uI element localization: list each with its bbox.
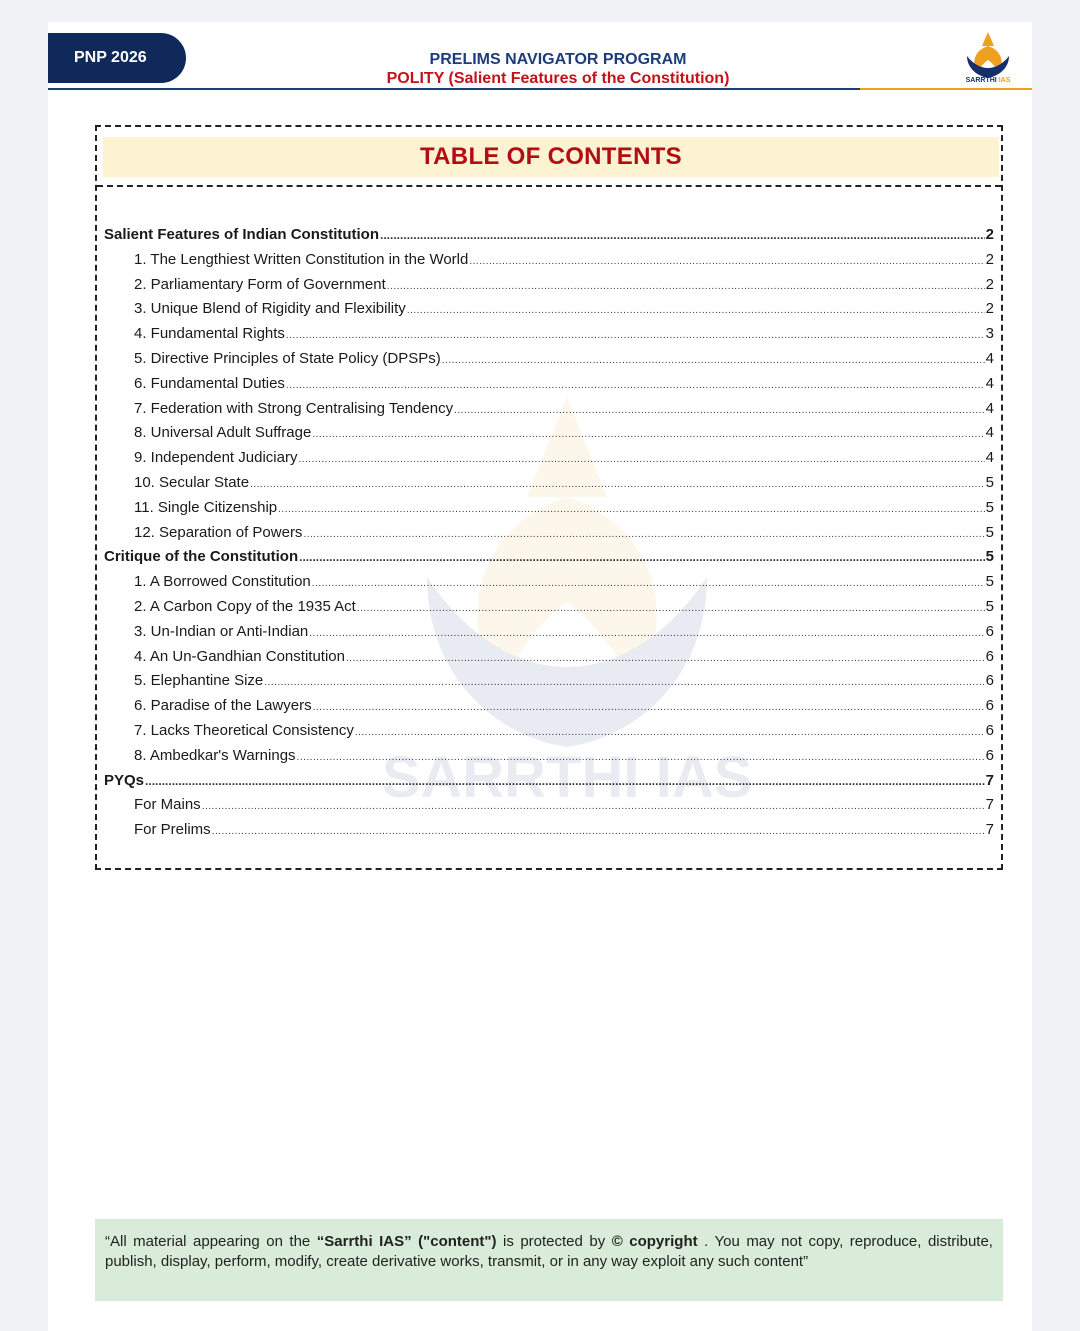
header-title	[308, 50, 808, 88]
toc-page-number: 6	[985, 721, 994, 739]
toc-leader-dots	[309, 622, 984, 647]
toc-leader-dots	[212, 820, 985, 845]
toc-leader-dots	[312, 423, 984, 448]
toc-entry[interactable]	[104, 818, 994, 843]
logo-name: SARRTHI	[965, 77, 997, 84]
page-header	[48, 22, 1032, 102]
toc-page-number: 5	[985, 523, 994, 541]
toc-entry[interactable]	[104, 421, 994, 446]
toc-page-number: 5	[985, 548, 994, 566]
document-page	[48, 22, 1032, 1331]
toc-entry[interactable]	[104, 471, 994, 496]
toc-title-bar	[103, 137, 999, 177]
toc-leader-dots	[380, 223, 985, 248]
toc-leader-dots	[278, 498, 985, 523]
toc-leader-dots	[312, 572, 985, 597]
toc-entry-label: For Prelims	[134, 821, 211, 839]
footer-brand: “Sarrthi IAS” ("content")	[316, 1233, 497, 1250]
toc-entry-label: 11. Single Citizenship	[134, 498, 278, 516]
toc-entry-label: 6. Paradise of the Lawyers	[134, 697, 312, 715]
toc-entry-label: 1. A Borrowed Constitution	[134, 573, 311, 591]
toc-leader-dots	[286, 324, 985, 349]
toc-entry[interactable]	[104, 620, 994, 645]
toc-entry[interactable]	[104, 273, 994, 298]
toc-entry-label: 1. The Lengthiest Written Constitution in the World	[134, 250, 469, 268]
toc-entry-label: 4. An Un-Gandhian Constitution	[134, 647, 345, 665]
toc-entry[interactable]	[104, 322, 994, 347]
toc-page-number: 7	[985, 796, 994, 814]
toc-entry-label: For Mains	[134, 796, 201, 814]
toc-leader-dots	[442, 349, 985, 374]
toc-leader-dots	[469, 250, 984, 275]
toc-section-entry[interactable]	[104, 545, 994, 570]
footer-text-1: “All material appearing on the	[105, 1233, 317, 1250]
toc-page-number: 5	[985, 573, 994, 591]
toc-leader-dots	[407, 299, 985, 324]
toc-leader-dots	[145, 769, 985, 794]
toc-entry[interactable]	[104, 397, 994, 422]
toc-page-number: 7	[985, 821, 994, 839]
toc-entry-label: 8. Universal Adult Suffrage	[134, 424, 312, 442]
toc-entry-label: 7. Federation with Strong Centralising Tendency	[134, 399, 454, 417]
toc-entry-label: 7. Lacks Theoretical Consistency	[134, 721, 354, 739]
toc-list	[104, 223, 994, 843]
toc-page-number: 2	[985, 300, 994, 318]
toc-entry-label: 12. Separation of Powers	[134, 523, 303, 541]
toc-entry[interactable]	[104, 297, 994, 322]
toc-leader-dots	[298, 448, 984, 473]
toc-leader-dots	[355, 721, 985, 746]
header-rule	[48, 88, 860, 90]
toc-page-number: 2	[985, 226, 994, 243]
footer-text-3: . You may not copy, reproduce, distribute, publish, display, perform, modify, create derivative works, transmit, or in any way exploit any such content”	[105, 1233, 993, 1270]
toc-leader-dots	[387, 275, 985, 300]
header-rule-accent	[860, 88, 1032, 90]
toc-page-number: 6	[985, 622, 994, 640]
toc-entry-label: 5. Elephantine Size	[134, 672, 264, 690]
toc-entry[interactable]	[104, 744, 994, 769]
toc-page-number: 4	[985, 424, 994, 442]
toc-page-number: 2	[985, 250, 994, 268]
toc-entry-label: 10. Secular State	[134, 473, 250, 491]
toc-entry-label: 4. Fundamental Rights	[134, 325, 285, 343]
logo-text	[953, 77, 1023, 84]
toc-page-number: 4	[985, 374, 994, 392]
toc-leader-dots	[202, 795, 985, 820]
toc-divider	[97, 185, 1001, 187]
toc-entry[interactable]	[104, 570, 994, 595]
toc-leader-dots	[454, 399, 985, 424]
toc-page-number: 5	[985, 498, 994, 516]
toc-entry[interactable]	[104, 793, 994, 818]
toc-entry[interactable]	[104, 694, 994, 719]
toc-entry[interactable]	[104, 446, 994, 471]
toc-leader-dots	[297, 746, 985, 771]
toc-leader-dots	[357, 597, 985, 622]
toc-leader-dots	[303, 523, 984, 548]
toc-entry-label: 8. Ambedkar's Warnings	[134, 746, 296, 764]
toc-leader-dots	[346, 647, 985, 672]
toc-title: TABLE OF CONTENTS	[420, 143, 682, 170]
toc-entry-label: Salient Features of Indian Constitution	[104, 226, 380, 243]
toc-leader-dots	[286, 374, 985, 399]
toc-entry[interactable]	[104, 521, 994, 546]
toc-entry[interactable]	[104, 645, 994, 670]
toc-page-number: 6	[985, 697, 994, 715]
toc-leader-dots	[264, 671, 984, 696]
toc-page-number: 5	[985, 597, 994, 615]
toc-section-entry[interactable]	[104, 223, 994, 248]
toc-entry[interactable]	[104, 669, 994, 694]
toc-page-number: 7	[985, 771, 994, 789]
toc-entry-label: 3. Un-Indian or Anti-Indian	[134, 622, 309, 640]
footer-text-2: is protected by	[496, 1233, 612, 1250]
toc-entry[interactable]	[104, 372, 994, 397]
toc-entry[interactable]	[104, 347, 994, 372]
toc-entry-label: Critique of the Constitution	[104, 548, 299, 566]
toc-entry-label: 9. Independent Judiciary	[134, 449, 298, 467]
subject-title: POLITY (Salient Features of the Constitution)	[386, 70, 730, 87]
toc-entry-label: 2. A Carbon Copy of the 1935 Act	[134, 597, 356, 615]
toc-leader-dots	[250, 473, 985, 498]
toc-entry[interactable]	[104, 719, 994, 744]
toc-entry-label: 3. Unique Blend of Rigidity and Flexibility	[134, 300, 406, 318]
toc-entry[interactable]	[104, 595, 994, 620]
watermark-text: SARRTHI IAS	[381, 745, 753, 807]
toc-entry[interactable]	[104, 248, 994, 273]
toc-leader-dots	[313, 696, 985, 721]
toc-page-number: 2	[985, 275, 994, 293]
toc-page-number: 6	[985, 746, 994, 764]
footer-copyright: © copyright	[611, 1233, 698, 1250]
program-badge: PNP 2026	[48, 33, 186, 83]
toc-section-entry[interactable]	[104, 769, 994, 794]
copyright-notice	[95, 1219, 1003, 1301]
logo-suffix: IAS	[998, 77, 1011, 84]
toc-leader-dots	[299, 545, 985, 570]
table-of-contents	[95, 125, 1003, 870]
toc-entry-label: 6. Fundamental Duties	[134, 374, 285, 392]
program-title: PRELIMS NAVIGATOR PROGRAM	[429, 51, 687, 68]
toc-page-number: 3	[985, 325, 994, 343]
toc-page-number: 5	[985, 473, 994, 491]
toc-page-number: 4	[985, 399, 994, 417]
toc-entry-label: 2. Parliamentary Form of Government	[134, 275, 386, 293]
toc-entry-label: PYQs	[104, 771, 145, 789]
toc-page-number: 4	[985, 449, 994, 467]
toc-entry-label: 5. Directive Principles of State Policy (DPSPs)	[134, 349, 441, 367]
toc-page-number: 4	[985, 349, 994, 367]
toc-entry[interactable]	[104, 496, 994, 521]
toc-page-number: 6	[985, 647, 994, 665]
toc-page-number: 6	[985, 672, 994, 690]
